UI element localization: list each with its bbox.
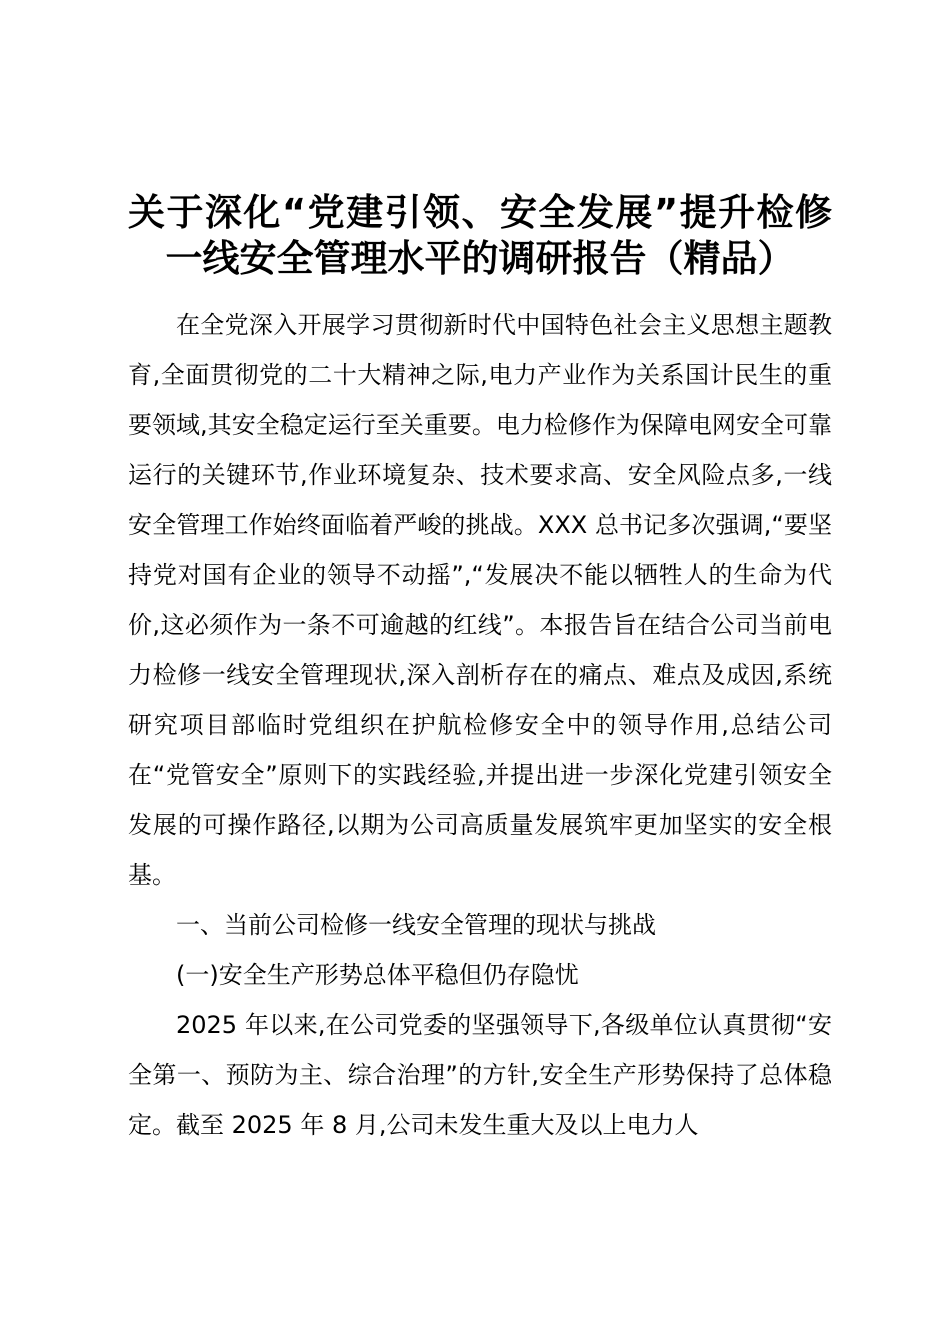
body-paragraph: 2025 年以来,在公司党委的坚强领导下,各级单位认真贯彻“安全第一、预防为主、综合治理”的方针,安全生产形势保持了总体稳定。截至 2025 年 8 月,公司未发生重大及以上电力人 xyxy=(128,1011,832,1139)
document-body xyxy=(128,300,832,1150)
subsection-heading: (一)安全生产形势总体平稳但仍存隐忧 xyxy=(176,961,579,989)
document-page xyxy=(128,190,832,1150)
intro-paragraph: 在全党深入开展学习贯彻新时代中国特色社会主义思想主题教育,全面贯彻党的二十大精神之际,电力产业作为关系国计民生的重要领域,其安全稳定运行至关重要。电力检修作为保障电网安全可靠运行的关键环节,作业环境复杂、技术要求高、安全风险点多,一线安全管理工作始终面临着严峻的挑战。XXX 总书记多次强调,“要坚持党对国有企业的领导不动摇”,“发展决不能以牺牲人的生命为代价,这必须作为一条不可逾越的红线”。本报告旨在结合公司当前电力检修一线安全管理现状,深入剖析存在的痛点、难点及成因,系统研究项目部临时党组织在护航检修安全中的领导作用,总结公司在“党管安全”原则下的实践经验,并提出进一步深化党建引领安全发展的可操作路径,以期为公司高质量发展筑牢更加坚实的安全根基。 xyxy=(128,311,832,889)
document-title: 关于深化“党建引领、安全发展”提升检修一线安全管理水平的调研报告（精品） xyxy=(128,191,832,280)
section-heading: 一、当前公司检修一线安全管理的现状与挑战 xyxy=(176,911,656,939)
